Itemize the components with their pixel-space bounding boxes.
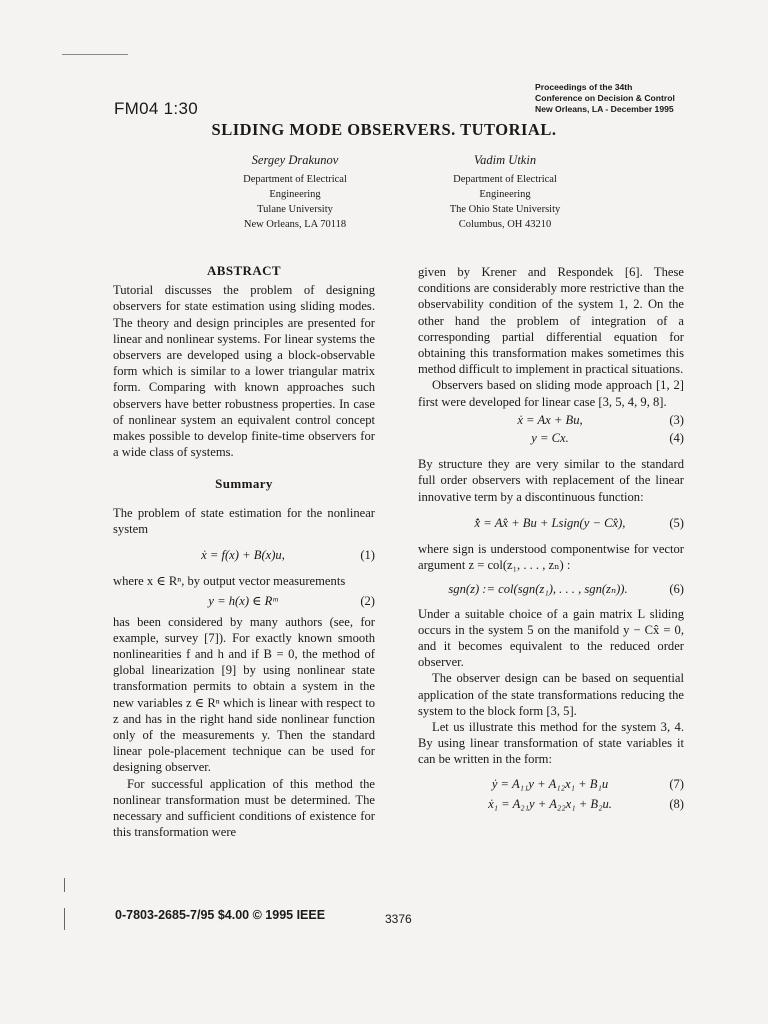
paragraph: Let us illustrate this method for the system 3, 4. By using linear transformation of state variables it can be written in the form: [418,720,684,767]
right-column [418,264,684,816]
affiliation-line: Columbus, OH 43210 [458,219,552,230]
paragraph: The problem of state estimation for the nonlinear system [113,505,375,536]
affiliation-line: Engineering [479,189,531,200]
equation-number: (2) [360,594,375,609]
paragraph: Under a suitable choice of a gain matrix L sliding occurs in the system 5 on the manifold y − Cx̂ = 0, and it becomes equivalent to the reduced order observer. [418,606,684,670]
equation-3 [418,412,684,428]
margin-mark [64,878,65,892]
margin-mark [64,908,65,930]
affiliation-line: The Ohio State University [449,204,561,215]
paragraph: given by Krener and Respondek [6]. These conditions are considerably more restrictive than the observability condition of the system 1, 2. On the other hand the problem of integration of a corresponding partial differential equation for obtaining this transformation makes sometimes this method difficult to implement in practical situations. [418,265,684,377]
proceedings-info [535,82,675,115]
author-block [185,153,405,232]
paragraph: where sign is understood componentwise for vector argument z = col(z₁, . . . , zₙ) : [418,542,684,573]
equation-body: ẋ₁ = A₂₁y + A₂₂x₁ + B₂u. [488,796,612,811]
affiliation-line: Department of Electrical [453,174,557,185]
abstract-text: Tutorial discusses the problem of designing observers for state estimation using sliding modes. The theory and design principles are presented for linear and nonlinear systems. For linear systems the observers are developed using a block-observable form which is similar to a lower triangular matrix form. Comparing with known approaches such observers have better robustness properties. In case of nonlinear system an equivalent control concept makes possible to develop finite-time observers for a wide class of systems. [113,283,375,460]
equation-number: (3) [669,412,684,427]
paragraph: where x ∈ Rⁿ, by output vector measurements [113,574,346,589]
author-block [395,153,615,232]
paper-title: SLIDING MODE OBSERVERS. TUTORIAL. [211,120,557,139]
paragraph: By structure they are very similar to the standard full order observers with replacement of the linear innovative term by a discontinuous function: [418,457,684,504]
equation-number: (4) [669,431,684,446]
equation-number: (8) [669,796,684,811]
equation-2 [113,593,375,609]
equation-body: y = Cx. [531,431,569,446]
equation-body: sgn(z) := col(sgn(z₁), . . . , sgn(zₙ)). [448,582,628,597]
equation-number: (7) [669,776,684,791]
equation-4 [418,430,684,446]
equation-5 [418,515,684,531]
author-name: Sergey Drakunov [251,153,339,167]
left-column [113,263,375,841]
equation-1 [113,547,375,563]
paragraph: Observers based on sliding mode approach [1, 2] first were developed for linear case [3, 5, 4, 9, 8]. [418,378,684,409]
proceedings-line: New Orleans, LA - December 1995 [535,104,674,114]
affiliation-line: Tulane University [257,204,333,215]
paragraph: For successful application of this method the nonlinear transformation must be determined. The necessary and sufficient conditions of existence for this transformation were [113,776,375,840]
proceedings-line: Proceedings of the 34th [535,82,633,92]
top-scan-mark [62,54,128,55]
paragraph: has been considered by many authors (see, for example, survey [7]). For exactly known smooth nonlinearities f and h and if B = 0, the method of global linearization [9] by using nonlinear state transformation permits to obtain a system in the new variables z ∈ Rⁿ which is linear with respect to z and has in the right hand side nonlinear function only of the measurements y. Then the standard linear pole-placement technique can be used for designing observer. [113,614,375,775]
copyright-line: 0-7803-2685-7/95 $4.00 © 1995 IEEE [115,908,326,922]
affiliation-line: Department of Electrical [243,174,347,185]
equation-body: x̂̇ = Ax̂ + Bu + Lsign(y − Cx̂), [474,515,626,530]
equation-7 [418,776,684,792]
equation-number: (5) [669,515,684,530]
paragraph: The observer design can be based on sequential application of the state transformations reducing the system to the block form [3, 5]. [418,671,684,718]
equation-body: ẋ = Ax + Bu, [517,412,583,427]
equation-6 [418,581,684,597]
equation-body: y = h(x) ∈ Rᵐ [208,594,278,609]
affiliation-line: New Orleans, LA 70118 [243,219,347,230]
author-name: Vadim Utkin [473,153,537,167]
session-code: FM04 1:30 [114,99,198,118]
affiliation-line: Engineering [269,189,321,200]
proceedings-line: Conference on Decision & Control [535,93,675,103]
equation-body: ẋ = f(x) + B(x)u, [201,548,285,563]
equation-8 [418,796,684,812]
abstract-heading: ABSTRACT [207,263,281,278]
equation-number: (6) [669,582,684,597]
page-number: 3376 [385,912,412,926]
summary-heading: Summary [215,476,273,492]
equation-body: ẏ = A₁₁y + A₁₂x₁ + B₁u [491,776,609,791]
equation-number: (1) [360,548,375,563]
